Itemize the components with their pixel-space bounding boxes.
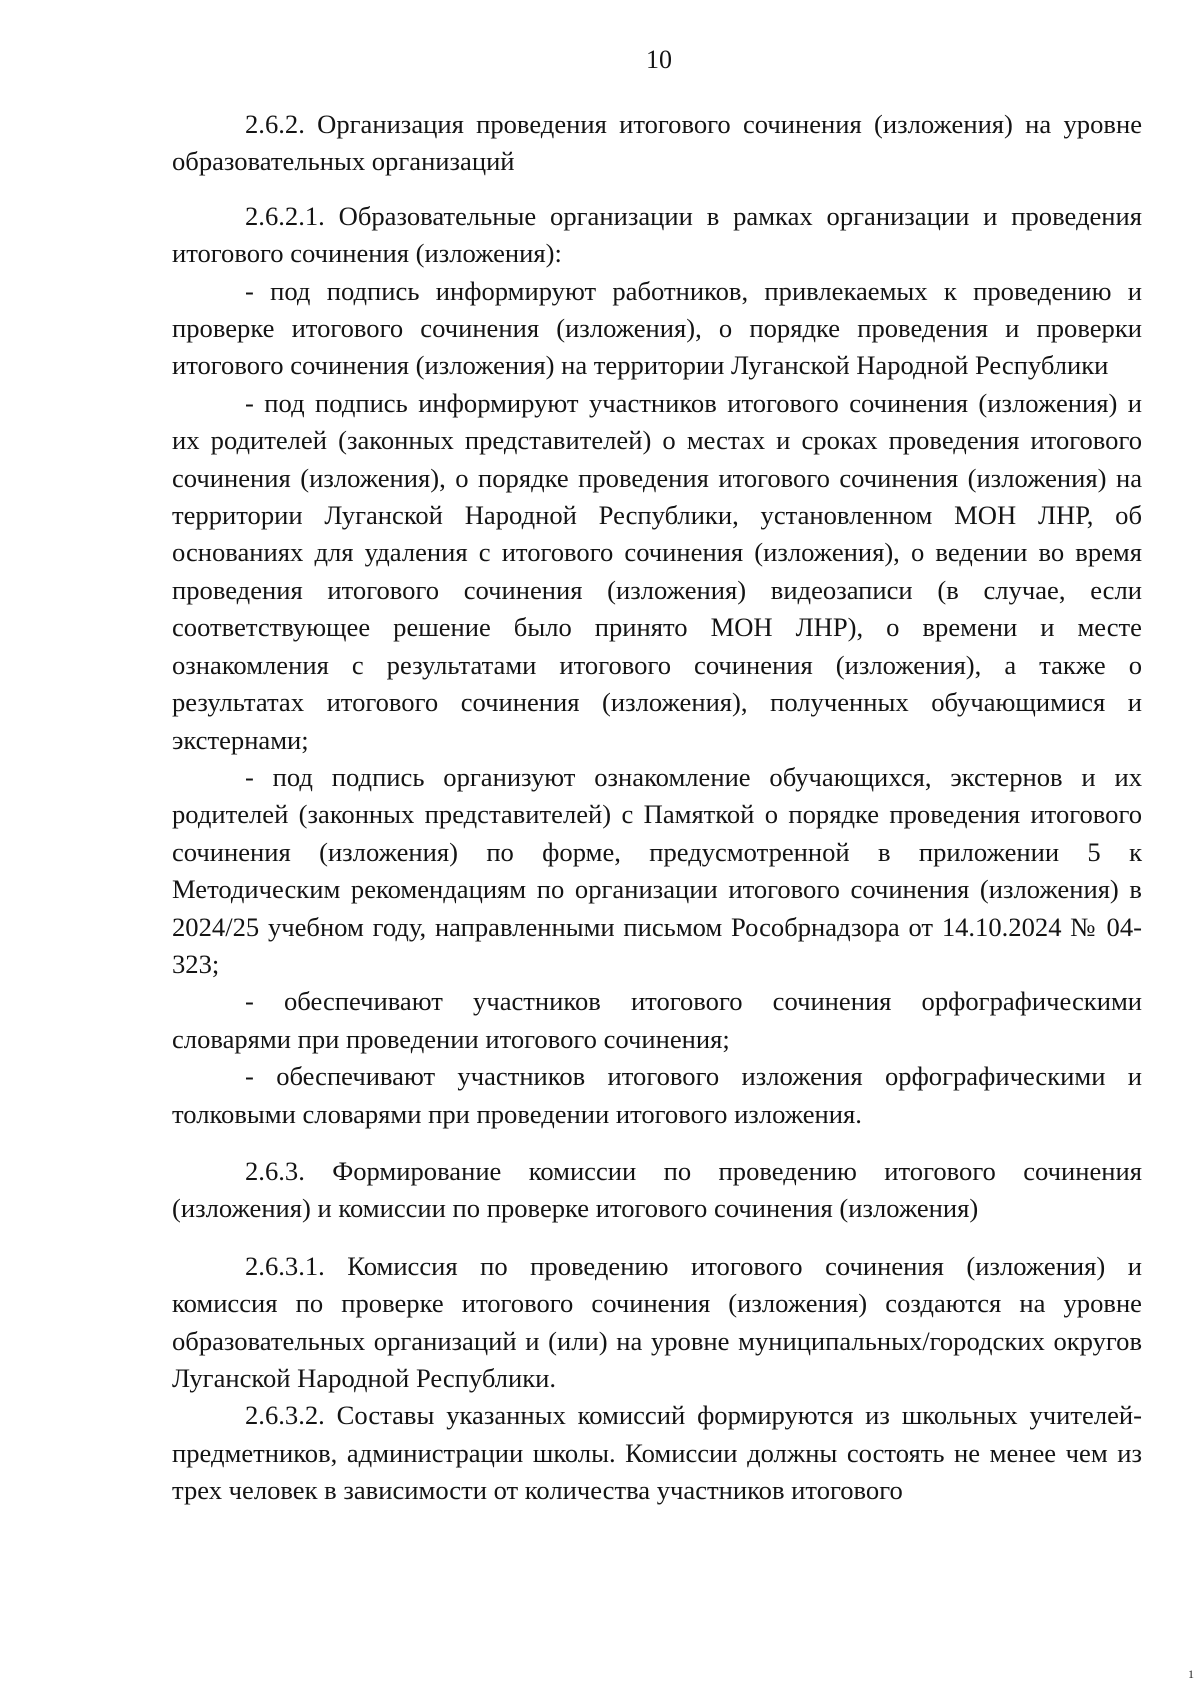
- page-number: 10: [646, 45, 672, 74]
- paragraph-2-6-3-1: 2.6.3.1. Комиссия по проведению итогового сочинения (изложения) и комиссия по проверке итогового сочинения (изложения) создаются на уровне образовательных организаций и (или) на уровне муниципальных/городских округов Луганской Народной Республики.: [172, 1250, 1142, 1393]
- list-item-exposition-dictionaries: - обеспечивают участников итогового изложения орфографическими и толковыми словарями при проведении итогового изложения.: [172, 1061, 1142, 1129]
- list-item-essay-dictionaries: - обеспечивают участников итогового сочинения орфографическими словарями при проведении итогового сочинения;: [172, 986, 1142, 1054]
- page-edge-mark: 1: [1188, 1667, 1194, 1681]
- document-body: [172, 106, 1142, 1510]
- section-heading-2-6-3: 2.6.3. Формирование комиссии по проведению итогового сочинения (изложения) и комиссии по проверке итогового сочинения (изложения): [172, 1155, 1142, 1224]
- paragraph-2-6-2-1: 2.6.2.1. Образовательные организации в рамках организации и проведения итогового сочинения (изложения):: [172, 200, 1142, 269]
- list-item-inform-participants: - под подпись информируют участников итогового сочинения (изложения) и их родителей (законных представителей) о местах и сроках проведения итогового сочинения (изложения), о порядке проведения итогового сочинения (изложения) на территории Луганской Народной Республики, установленном МОН ЛНР, об основаниях для удаления с итогового сочинения (изложения), о ведении во время проведения итогового сочинения (изложения) видеозаписи (в случае, если соответствующее решение было принято МОН ЛНР), о времени и месте ознакомления с результатами итогового сочинения (изложения), а также о результатах итогового сочинения (изложения), полученных обучающимися и экстернами;: [172, 387, 1142, 755]
- paragraph-2-6-3-2: 2.6.3.2. Составы указанных комиссий формируются из школьных учителей-предметников, администрации школы. Комиссии должны состоять не менее чем из трех человек в зависимости от количества участников итогового: [172, 1400, 1142, 1506]
- list-item-organize-familiarization: - под подпись организуют ознакомление обучающихся, экстернов и их родителей (законных представителей) с Памяткой о порядке проведения итогового сочинения (изложения) по форме, предусмотренной в приложении 5 к Методическим рекомендациям по организации итогового сочинения (изложения) в 2024/25 учебном году, направленными письмом Рособрнадзора от 14.10.2024 № 04-323;: [172, 761, 1142, 979]
- section-heading-2-6-2: 2.6.2. Организация проведения итогового сочинения (изложения) на уровне образовательных организаций: [172, 109, 1142, 177]
- list-item-inform-workers: - под подпись информируют работников, привлекаемых к проведению и проверке итогового сочинения (изложения), о порядке проведения и проверки итогового сочинения (изложения) на территории Луганской Народной Республики: [172, 275, 1142, 381]
